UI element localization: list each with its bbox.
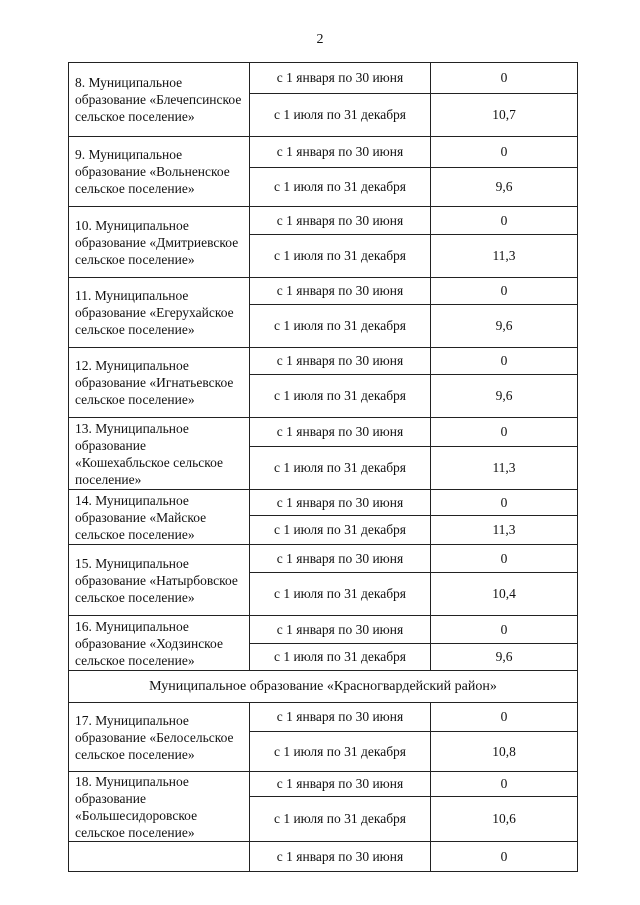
table-row xyxy=(69,616,578,644)
table-row xyxy=(69,772,578,797)
value-cell: 0 xyxy=(431,772,578,797)
value-cell: 10,4 xyxy=(431,573,578,616)
table-row xyxy=(69,278,578,305)
value-cell: 0 xyxy=(431,545,578,573)
table-row xyxy=(69,418,578,447)
value-cell: 9,6 xyxy=(431,644,578,671)
value-cell: 9,6 xyxy=(431,305,578,348)
page-number: 2 xyxy=(316,32,324,47)
value-cell: 0 xyxy=(431,348,578,375)
municipality-name: 12. Муниципальное образование «Игнатьевское сельское поселение» xyxy=(69,348,250,418)
period-cell: с 1 июля по 31 декабря xyxy=(250,644,431,671)
period-cell: с 1 июля по 31 декабря xyxy=(250,168,431,207)
value-cell: 10,6 xyxy=(431,797,578,842)
period-cell: с 1 июля по 31 декабря xyxy=(250,447,431,490)
municipality-name: 10. Муниципальное образование «Дмитриевское сельское поселение» xyxy=(69,207,250,278)
period-cell: с 1 января по 30 июня xyxy=(250,772,431,797)
table-row xyxy=(69,348,578,375)
municipality-name: 15. Муниципальное образование «Натырбовское сельское поселение» xyxy=(69,545,250,616)
period-cell: с 1 января по 30 июня xyxy=(250,348,431,375)
period-cell: с 1 января по 30 июня xyxy=(250,616,431,644)
table-row xyxy=(69,703,578,732)
table-row xyxy=(69,545,578,573)
table-row xyxy=(69,207,578,235)
municipality-name: 17. Муниципальное образование «Белосельское сельское поселение» xyxy=(69,703,250,772)
period-cell: с 1 июля по 31 декабря xyxy=(250,573,431,616)
table-row xyxy=(69,842,578,872)
value-cell: 0 xyxy=(431,137,578,168)
section-header-row xyxy=(69,671,578,703)
period-cell: с 1 января по 30 июня xyxy=(250,490,431,516)
value-cell: 0 xyxy=(431,703,578,732)
municipality-name: 8. Муниципальное образование «Блечепсинское сельское поселение» xyxy=(69,63,250,137)
value-cell: 9,6 xyxy=(431,375,578,418)
period-cell: с 1 июля по 31 декабря xyxy=(250,305,431,348)
value-cell: 10,8 xyxy=(431,732,578,772)
period-cell: с 1 января по 30 июня xyxy=(250,137,431,168)
period-cell: с 1 июля по 31 декабря xyxy=(250,516,431,545)
period-cell: с 1 января по 30 июня xyxy=(250,207,431,235)
table-row xyxy=(69,490,578,516)
municipality-name: 16. Муниципальное образование «Ходзинское сельское поселение» xyxy=(69,616,250,671)
value-cell: 0 xyxy=(431,842,578,872)
section-title: Муниципальное образование «Красногвардейский район» xyxy=(69,671,578,703)
value-cell: 0 xyxy=(431,207,578,235)
municipality-name: 18. Муниципальное образование «Большесидоровское сельское поселение» xyxy=(69,772,250,842)
period-cell: с 1 января по 30 июня xyxy=(250,278,431,305)
period-cell: с 1 июля по 31 декабря xyxy=(250,797,431,842)
period-cell: с 1 июля по 31 декабря xyxy=(250,94,431,137)
period-cell: с 1 января по 30 июня xyxy=(250,703,431,732)
municipality-name: 9. Муниципальное образование «Вольненское сельское поселение» xyxy=(69,137,250,207)
value-cell: 0 xyxy=(431,616,578,644)
municipality-name xyxy=(69,842,250,872)
period-cell: с 1 июля по 31 декабря xyxy=(250,375,431,418)
period-cell: с 1 июля по 31 декабря xyxy=(250,732,431,772)
municipality-name: 14. Муниципальное образование «Майское сельское поселение» xyxy=(69,490,250,545)
period-cell: с 1 января по 30 июня xyxy=(250,418,431,447)
table-row xyxy=(69,137,578,168)
municipality-name: 13. Муниципальное образование «Кошехабльское сельское поселение» xyxy=(69,418,250,490)
value-cell: 10,7 xyxy=(431,94,578,137)
period-cell: с 1 января по 30 июня xyxy=(250,842,431,872)
table-row xyxy=(69,63,578,94)
period-cell: с 1 января по 30 июня xyxy=(250,63,431,94)
municipality-name: 11. Муниципальное образование «Егерухайское сельское поселение» xyxy=(69,278,250,348)
value-cell: 0 xyxy=(431,278,578,305)
period-cell: с 1 июля по 31 декабря xyxy=(250,235,431,278)
value-cell: 0 xyxy=(431,63,578,94)
value-cell: 11,3 xyxy=(431,447,578,490)
value-cell: 9,6 xyxy=(431,168,578,207)
value-cell: 11,3 xyxy=(431,516,578,545)
value-cell: 11,3 xyxy=(431,235,578,278)
tariff-table xyxy=(68,62,578,872)
period-cell: с 1 января по 30 июня xyxy=(250,545,431,573)
value-cell: 0 xyxy=(431,418,578,447)
value-cell: 0 xyxy=(431,490,578,516)
